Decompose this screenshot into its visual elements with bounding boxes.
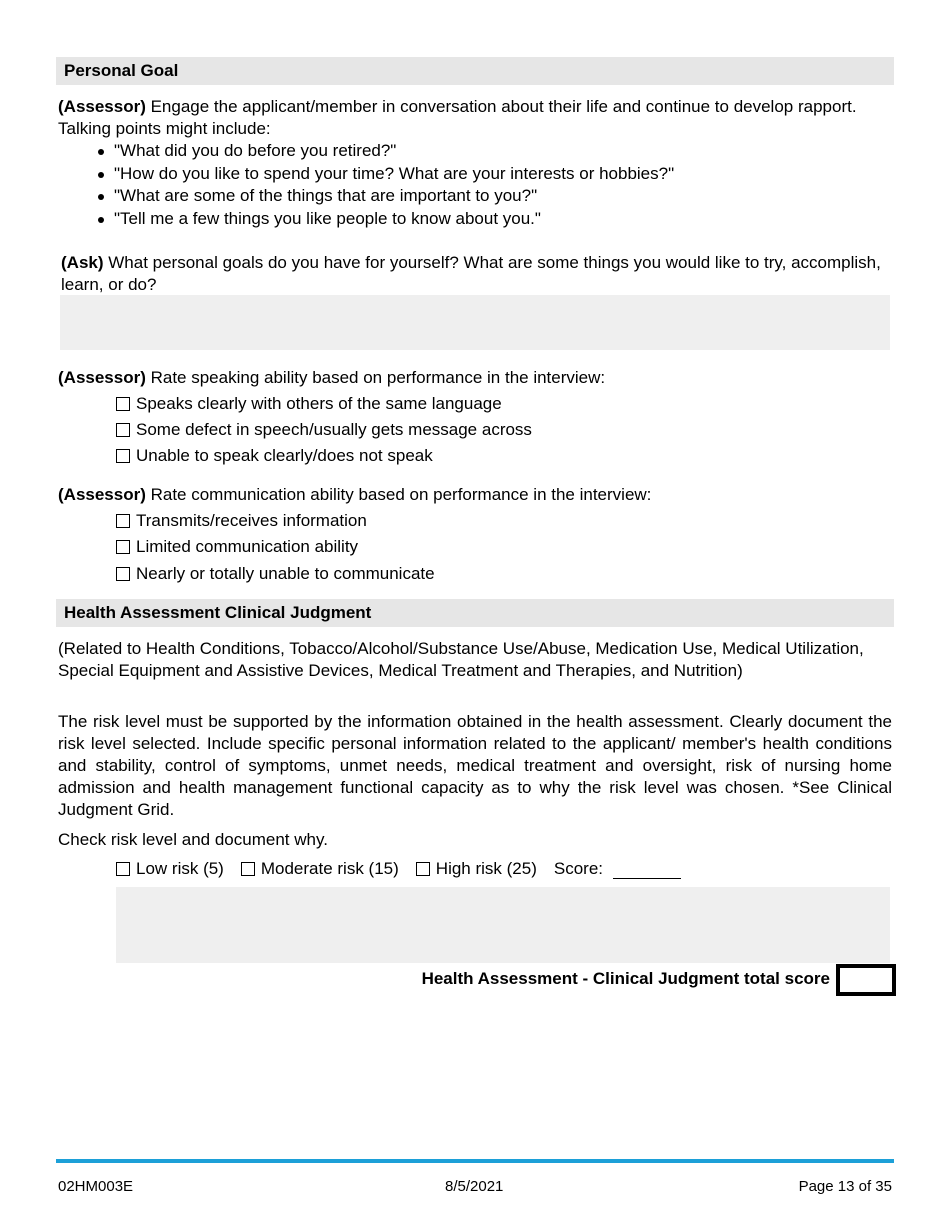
communication-option-unable[interactable] bbox=[116, 563, 435, 585]
footer-date: 8/5/2021 bbox=[445, 1178, 504, 1195]
list-item: "Tell me a few things you like people to know about you." bbox=[58, 208, 674, 231]
list-item: "What are some of the things that are important to you?" bbox=[58, 185, 674, 208]
talking-points-list bbox=[58, 140, 674, 230]
clinical-judgment-related: (Related to Health Conditions, Tobacco/Alcohol/Substance Use/Abuse, Medication Use, Medical Utilization, Special Equipment and Assistive Devices, Medical Treatment and Therapies, and Nutrition) bbox=[58, 639, 864, 680]
page-number: Page 13 of 35 bbox=[798, 1178, 892, 1195]
communication-option-transmits[interactable] bbox=[116, 510, 367, 532]
personal-goals-answer-field[interactable] bbox=[60, 295, 890, 350]
footer-rule bbox=[56, 1159, 894, 1163]
speaking-option-defect[interactable] bbox=[116, 419, 532, 441]
option-label: Limited communication ability bbox=[136, 537, 359, 556]
clinical-judgment-heading: Health Assessment Clinical Judgment bbox=[56, 599, 894, 627]
assessor-tag: (Assessor) bbox=[58, 97, 146, 116]
personal-goal-intro bbox=[58, 96, 894, 140]
clinical-judgment-instructions: The risk level must be supported by the information obtained in the health assessment. Clearly document the risk level selected. Include specific personal information related to the applicant/ member's health conditions and stability, control of symptoms, unmet needs, medical treatment and oversight, risk of nursing home admission and health management functional capacity as to why the risk level was chosen. *See Clinical Judgment Grid. bbox=[58, 712, 892, 819]
option-label: Transmits/receives information bbox=[136, 511, 367, 530]
assessor-tag: (Assessor) bbox=[58, 485, 146, 504]
communication-limited-checkbox[interactable] bbox=[116, 540, 130, 554]
speaking-option-unable[interactable] bbox=[116, 445, 433, 467]
high-risk-checkbox[interactable] bbox=[416, 862, 430, 876]
communication-prompt-text: Rate communication ability based on performance in the interview: bbox=[145, 485, 652, 504]
list-item: "How do you like to spend your time? What are your interests or hobbies?" bbox=[58, 163, 674, 186]
risk-option-low[interactable] bbox=[116, 858, 224, 880]
moderate-risk-checkbox[interactable] bbox=[241, 862, 255, 876]
risk-label: Moderate risk (15) bbox=[260, 859, 399, 878]
speaking-prompt-text: Rate speaking ability based on performance in the interview: bbox=[145, 368, 606, 387]
option-label: Some defect in speech/usually gets message across bbox=[136, 420, 532, 439]
ask-tag: (Ask) bbox=[61, 253, 104, 272]
risk-label: Low risk (5) bbox=[136, 859, 224, 878]
speaking-unable-checkbox[interactable] bbox=[116, 449, 130, 463]
list-item: "What did you do before you retired?" bbox=[58, 140, 674, 163]
option-label: Unable to speak clearly/does not speak bbox=[136, 446, 433, 465]
risk-level-row bbox=[116, 858, 681, 880]
risk-label: High risk (25) bbox=[435, 859, 537, 878]
form-id: 02HM003E bbox=[58, 1178, 134, 1195]
risk-option-high[interactable] bbox=[416, 858, 537, 880]
personal-goal-heading: Personal Goal bbox=[56, 57, 894, 85]
ask-text: What personal goals do you have for yourself? What are some things you would like to try, accomplish, learn, or do? bbox=[61, 253, 881, 294]
speaking-prompt bbox=[58, 367, 894, 389]
communication-prompt bbox=[58, 484, 894, 506]
intro-text: Engage the applicant/member in conversation about their life and continue to develop rapport. Talking points might include: bbox=[58, 97, 857, 138]
speaking-defect-checkbox[interactable] bbox=[116, 423, 130, 437]
check-risk-prompt: Check risk level and document why. bbox=[58, 830, 328, 849]
assessor-tag: (Assessor) bbox=[58, 368, 146, 387]
score-label: Score: bbox=[553, 859, 604, 878]
score-input[interactable] bbox=[613, 860, 681, 879]
risk-option-moderate[interactable] bbox=[241, 858, 399, 880]
communication-unable-checkbox[interactable] bbox=[116, 567, 130, 581]
speaking-clear-checkbox[interactable] bbox=[116, 397, 130, 411]
total-score-label: Health Assessment - Clinical Judgment total score bbox=[421, 969, 830, 988]
option-label: Speaks clearly with others of the same language bbox=[136, 394, 502, 413]
speaking-option-clear[interactable] bbox=[116, 393, 502, 415]
low-risk-checkbox[interactable] bbox=[116, 862, 130, 876]
communication-transmits-checkbox[interactable] bbox=[116, 514, 130, 528]
communication-option-limited[interactable] bbox=[116, 536, 358, 558]
total-score-input[interactable] bbox=[836, 964, 896, 996]
option-label: Nearly or totally unable to communicate bbox=[136, 564, 435, 583]
ask-personal-goals bbox=[61, 252, 891, 296]
risk-documentation-field[interactable] bbox=[116, 887, 890, 963]
